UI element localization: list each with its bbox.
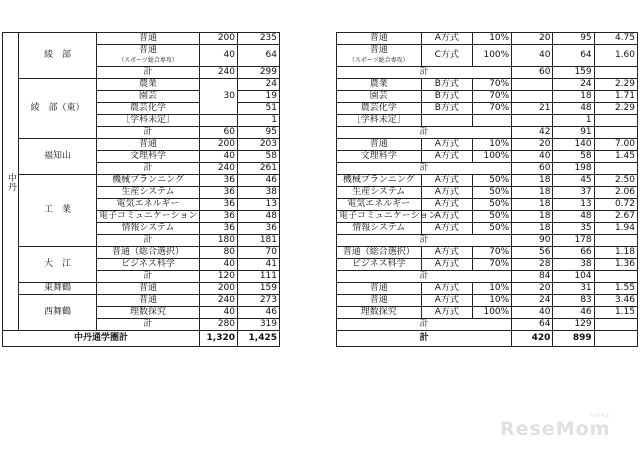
- course-name: 普通: [369, 283, 388, 293]
- applicant-cell: 35: [553, 223, 594, 235]
- ratio-cell: [594, 319, 637, 331]
- subtotal-label: 計: [337, 163, 512, 175]
- course-name: ビジネス科学: [121, 259, 175, 269]
- applicant-cell: 48: [553, 211, 594, 223]
- applicant-cell: 203: [238, 139, 280, 151]
- subtotal-row: [337, 163, 638, 175]
- course-name: 普通: [138, 33, 157, 43]
- table-row: [337, 91, 638, 103]
- applicant-cell: 48: [553, 103, 594, 115]
- applicant-cell: 24: [553, 79, 594, 91]
- capacity-cell: 36: [200, 223, 238, 235]
- percent-cell: 10%: [473, 139, 512, 151]
- table-row: [3, 283, 280, 295]
- applicant-cell: 64: [553, 45, 594, 67]
- capacity-cell: 30: [200, 79, 238, 115]
- method-cell: B方式: [421, 91, 473, 103]
- table-row: [337, 33, 638, 45]
- course-name: 普通: [369, 139, 388, 149]
- applicant-cell: 140: [553, 139, 594, 151]
- subtotal-label: 計: [337, 319, 512, 331]
- percent-cell: [473, 115, 512, 127]
- percent-cell: 70%: [473, 91, 512, 103]
- subtotal-label: 計: [97, 235, 200, 247]
- capacity-cell: 36: [200, 199, 238, 211]
- ratio-cell: 0.72: [594, 199, 637, 211]
- grand-total-applicants: 1,425: [238, 331, 280, 347]
- quota-cell: 42: [512, 127, 553, 139]
- school-name: 大 江: [19, 247, 97, 283]
- table-row: [337, 283, 638, 295]
- school-name: 福知山: [19, 139, 97, 175]
- enrollment-table-left: [2, 32, 280, 347]
- method-cell: A方式: [421, 223, 473, 235]
- course-name: 機械プランニング: [342, 175, 415, 185]
- course-cell: [97, 259, 200, 271]
- method-cell: C方式: [421, 45, 473, 67]
- applicant-cell: 1: [238, 115, 280, 127]
- applicant-cell: 24: [238, 79, 280, 91]
- table-row: [337, 79, 638, 91]
- subtotal-row: [337, 67, 638, 79]
- capacity-cell: 200: [200, 139, 238, 151]
- quota-cell: 28: [512, 259, 553, 271]
- table-row: [3, 33, 280, 45]
- applicant-cell: 46: [553, 307, 594, 319]
- ratio-cell: 1.94: [594, 223, 637, 235]
- method-cell: A方式: [421, 151, 473, 163]
- method-cell: A方式: [421, 33, 473, 45]
- course-cell: [337, 211, 438, 223]
- method-cell: A方式: [421, 247, 473, 259]
- course-name: 普通: [138, 45, 157, 55]
- course-cell: [97, 175, 200, 187]
- ratio-cell: [594, 331, 637, 347]
- table-row: [337, 139, 638, 151]
- quota-cell: [512, 79, 553, 91]
- subtotal-label: 計: [97, 271, 200, 283]
- course-cell: [337, 223, 422, 235]
- quota-cell: 18: [512, 175, 553, 187]
- school-name: 東舞鶴: [19, 283, 97, 295]
- course-name: 情報システム: [352, 223, 406, 233]
- applicant-cell: 13: [238, 199, 280, 211]
- subtotal-row: [337, 319, 638, 331]
- quota-cell: 40: [512, 151, 553, 163]
- course-name: 機械プランニング: [112, 175, 184, 185]
- capacity-cell: [200, 115, 238, 127]
- course-cell: [97, 103, 200, 115]
- ratio-cell: 1.15: [594, 307, 637, 319]
- course-cell: [97, 307, 200, 319]
- applicant-cell: 46: [238, 307, 280, 319]
- course-cell: [97, 295, 200, 307]
- applicant-cell: 83: [553, 295, 594, 307]
- course-cell: [337, 45, 422, 67]
- ratio-cell: 2.29: [594, 103, 637, 115]
- applicant-cell: 159: [553, 67, 594, 79]
- ratio-cell: 1.71: [594, 91, 637, 103]
- quota-cell: 18: [512, 211, 553, 223]
- course-name: 生産システム: [121, 187, 175, 197]
- table-row: [337, 247, 638, 259]
- course-name: 普通（総合選択）: [342, 247, 415, 257]
- ratio-cell: 2.06: [594, 187, 637, 199]
- method-cell: A方式: [421, 175, 473, 187]
- course-cell: [97, 151, 200, 163]
- percent-cell: 70%: [473, 247, 512, 259]
- grand-total-label: 計: [337, 331, 512, 347]
- subtotal-row: [337, 235, 638, 247]
- percent-cell: 70%: [473, 79, 512, 91]
- course-name: 文理科学: [360, 151, 397, 161]
- course-name: 情報システム: [121, 223, 175, 233]
- percent-cell: 100%: [473, 151, 512, 163]
- school-name: 綾 部: [19, 33, 97, 79]
- applicant-cell: 91: [553, 127, 594, 139]
- subtotal-label: 計: [97, 163, 200, 175]
- course-name: 電気エネルギー: [116, 199, 180, 209]
- quota-cell: 24: [512, 295, 553, 307]
- percent-cell: 100%: [473, 307, 512, 319]
- method-cell: [421, 115, 473, 127]
- course-cell: [337, 91, 422, 103]
- course-cell: [97, 139, 200, 151]
- subtotal-label: 計: [97, 127, 200, 139]
- course-name: 普通（総合選択）: [111, 247, 184, 257]
- course-cell: [97, 91, 200, 103]
- grand-total-quota: 420: [512, 331, 553, 347]
- course-name: 生産システム: [352, 187, 406, 197]
- method-cell: A方式: [421, 199, 473, 211]
- watermark-subtext: リセマム: [590, 413, 610, 419]
- grand-total-row: [3, 331, 280, 347]
- course-cell: [337, 187, 422, 199]
- quota-cell: 64: [512, 319, 553, 331]
- subtotal-applicants: 261: [238, 163, 280, 175]
- course-cell: [337, 259, 422, 271]
- course-cell: [337, 307, 422, 319]
- course-name: 普通: [369, 295, 388, 305]
- subtotal-applicants: 111: [238, 271, 280, 283]
- course-name: ［学科未定］: [351, 115, 406, 125]
- applicant-cell: 235: [238, 33, 280, 45]
- subtotal-capacity: 280: [200, 319, 238, 331]
- ratio-cell: [594, 163, 637, 175]
- capacity-cell: 40: [200, 259, 238, 271]
- subtotal-applicants: 319: [238, 319, 280, 331]
- course-name: 普通: [138, 295, 157, 305]
- course-cell: [337, 175, 422, 187]
- applicant-cell: 64: [238, 45, 280, 67]
- ratio-cell: 1.60: [594, 45, 637, 67]
- quota-cell: 40: [512, 45, 553, 67]
- ratio-cell: 2.50: [594, 175, 637, 187]
- course-cell: [97, 199, 200, 211]
- ratio-cell: 1.45: [594, 151, 637, 163]
- applicant-cell: 104: [553, 271, 594, 283]
- ratio-cell: 4.75: [594, 33, 637, 45]
- quota-cell: 40: [512, 307, 553, 319]
- quota-cell: 18: [512, 223, 553, 235]
- grand-total-capacity: 1,320: [200, 331, 238, 347]
- course-cell: [337, 33, 422, 45]
- table-row: [337, 45, 638, 67]
- method-cell: A方式: [421, 187, 473, 199]
- subtotal-row: [337, 271, 638, 283]
- table-row: [337, 115, 638, 127]
- subtotal-row: [337, 127, 638, 139]
- course-cell: [97, 223, 200, 235]
- capacity-cell: 40: [200, 151, 238, 163]
- quota-cell: [512, 91, 553, 103]
- capacity-cell: 40: [200, 45, 238, 67]
- percent-cell: 50%: [473, 175, 512, 187]
- method-cell: A方式: [421, 295, 473, 307]
- course-cell: [337, 103, 422, 115]
- percent-cell: 50%: [473, 199, 512, 211]
- capacity-cell: 200: [200, 283, 238, 295]
- course-name: 普通: [138, 139, 157, 149]
- course-cell: [337, 199, 422, 211]
- course-cell: [337, 295, 422, 307]
- course-cell: [337, 151, 422, 163]
- course-cell: [97, 79, 200, 91]
- capacity-cell: 240: [200, 295, 238, 307]
- table-row: [337, 295, 638, 307]
- subtotal-label: 計: [97, 67, 200, 79]
- course-name: ビジネス科学: [351, 259, 406, 269]
- percent-cell: 10%: [473, 295, 512, 307]
- course-cell: [337, 115, 422, 127]
- applicant-cell: 273: [238, 295, 280, 307]
- school-name: 西舞鶴: [19, 295, 97, 331]
- course-cell: [97, 33, 200, 45]
- ratio-cell: [594, 115, 637, 127]
- ratio-cell: 2.29: [594, 79, 637, 91]
- method-cell: B方式: [421, 103, 473, 115]
- capacity-cell: 40: [200, 307, 238, 319]
- course-name: 電子コミュニケーション: [99, 211, 198, 221]
- course-cell: [97, 115, 200, 127]
- applicant-cell: 45: [553, 175, 594, 187]
- applicant-cell: 58: [553, 151, 594, 163]
- capacity-cell: 36: [200, 175, 238, 187]
- applicant-cell: 37: [553, 187, 594, 199]
- ratio-cell: [594, 271, 637, 283]
- course-name: 電子コミュニケーション: [339, 211, 438, 221]
- method-cell: A方式: [421, 139, 473, 151]
- applicant-cell: 178: [553, 235, 594, 247]
- ratio-cell: 1.55: [594, 283, 637, 295]
- percent-cell: 50%: [473, 187, 512, 199]
- subtotal-applicants: 181: [238, 235, 280, 247]
- subtotal-capacity: 120: [200, 271, 238, 283]
- applicant-cell: 38: [553, 259, 594, 271]
- table-row: [337, 103, 638, 115]
- table-row: [337, 175, 638, 187]
- capacity-cell: 80: [200, 247, 238, 259]
- course-name: 園芸: [138, 91, 157, 101]
- percent-cell: 50%: [473, 223, 512, 235]
- ratio-cell: 2.67: [594, 211, 637, 223]
- applicant-cell: 129: [553, 319, 594, 331]
- course-name: 農業: [369, 79, 388, 89]
- course-cell: [97, 211, 200, 223]
- course-name: 普通: [369, 33, 388, 43]
- ratio-cell: [594, 67, 637, 79]
- ratio-cell: 1.36: [594, 259, 637, 271]
- applicant-cell: 66: [553, 247, 594, 259]
- course-cell: [97, 45, 200, 67]
- quota-cell: 60: [512, 67, 553, 79]
- grand-total-row: [337, 331, 638, 347]
- applicant-cell: 1: [553, 115, 594, 127]
- subtotal-capacity: 60: [200, 127, 238, 139]
- grand-total-applicants: 899: [553, 331, 594, 347]
- percent-cell: 10%: [473, 33, 512, 45]
- course-name: 理数探究: [129, 307, 166, 317]
- ratio-cell: [594, 127, 637, 139]
- course-cell: [337, 283, 422, 295]
- course-name: 農芸化学: [360, 103, 397, 113]
- subtotal-label: 計: [337, 271, 512, 283]
- method-cell: A方式: [421, 259, 473, 271]
- course-cell: [337, 247, 422, 259]
- ratio-cell: 1.18: [594, 247, 637, 259]
- method-cell: A方式: [421, 283, 473, 295]
- applicant-cell: 95: [553, 33, 594, 45]
- table-row: [3, 247, 280, 259]
- table-row: [337, 151, 638, 163]
- capacity-cell: 36: [200, 187, 238, 199]
- course-name: 園芸: [369, 91, 388, 101]
- quota-cell: 18: [512, 199, 553, 211]
- course-name: 理数探究: [360, 307, 397, 317]
- applicant-cell: 46: [238, 175, 280, 187]
- table-row: [337, 199, 638, 211]
- course-name: ［学科未定］: [120, 115, 175, 125]
- subtotal-applicants: 95: [238, 127, 280, 139]
- quota-cell: 90: [512, 235, 553, 247]
- method-cell: B方式: [421, 79, 473, 91]
- table-row: [3, 139, 280, 151]
- quota-cell: 56: [512, 247, 553, 259]
- applicant-cell: 18: [553, 91, 594, 103]
- capacity-cell: 36: [200, 211, 238, 223]
- region-cell: 中丹: [3, 33, 19, 331]
- applicant-cell: 51: [238, 103, 280, 115]
- quota-cell: [512, 115, 553, 127]
- course-cell: [97, 247, 200, 259]
- ratio-cell: 7.00: [594, 139, 637, 151]
- quota-cell: 20: [512, 139, 553, 151]
- course-name: 農芸化学: [129, 103, 166, 113]
- applicant-cell: 13: [553, 199, 594, 211]
- course-cell: [337, 79, 422, 91]
- method-cell: A方式: [421, 307, 473, 319]
- table-row: [337, 223, 638, 235]
- method-cell: A方式: [421, 211, 473, 223]
- subtotal-label: 計: [337, 235, 512, 247]
- table-row: [337, 307, 638, 319]
- percent-cell: 50%: [473, 211, 512, 223]
- ratio-cell: 3.46: [594, 295, 637, 307]
- applicant-cell: 48: [238, 211, 280, 223]
- subtotal-label: 計: [337, 67, 512, 79]
- course-cell: [337, 139, 422, 151]
- quota-cell: 84: [512, 271, 553, 283]
- percent-cell: 100%: [473, 45, 512, 67]
- course-name: 普通: [138, 283, 157, 293]
- grand-total-label: 中丹通学圏計: [3, 331, 200, 347]
- subtotal-capacity: 240: [200, 67, 238, 79]
- course-cell: [97, 187, 200, 199]
- subtotal-capacity: 180: [200, 235, 238, 247]
- course-cell: [97, 283, 200, 295]
- course-name: 農業: [138, 79, 157, 89]
- capacity-cell: 200: [200, 33, 238, 45]
- applicant-cell: 70: [238, 247, 280, 259]
- subtotal-applicants: 299: [238, 67, 280, 79]
- quota-cell: 20: [512, 33, 553, 45]
- subtotal-capacity: 240: [200, 163, 238, 175]
- applicant-cell: 19: [238, 91, 280, 103]
- course-name: 普通: [369, 45, 388, 55]
- table-row: [337, 187, 638, 199]
- quota-cell: 18: [512, 187, 553, 199]
- quota-cell: 20: [512, 283, 553, 295]
- course-name: 電気エネルギー: [347, 199, 411, 209]
- percent-cell: 70%: [473, 103, 512, 115]
- course-subname: （スポーツ総合専攻）: [118, 57, 178, 64]
- table-row: [3, 295, 280, 307]
- applicant-cell: 58: [238, 151, 280, 163]
- table-row: [3, 175, 280, 187]
- table-row: [3, 79, 280, 91]
- course-subname: （スポーツ総合専攻）: [348, 57, 409, 64]
- quota-cell: 21: [512, 103, 553, 115]
- school-name: 綾 部（東）: [19, 79, 97, 139]
- applicant-cell: 41: [238, 259, 280, 271]
- ratio-cell: [594, 235, 637, 247]
- applicant-cell: 159: [238, 283, 280, 295]
- applicant-cell: 38: [238, 187, 280, 199]
- applicant-cell: 198: [553, 163, 594, 175]
- applicant-cell: 31: [553, 283, 594, 295]
- quota-cell: 60: [512, 163, 553, 175]
- school-name: 工 業: [19, 175, 97, 247]
- table-row: [337, 211, 638, 223]
- percent-cell: 10%: [473, 283, 512, 295]
- percent-cell: 70%: [473, 259, 512, 271]
- enrollment-table-right: [336, 32, 638, 347]
- table-row: [337, 259, 638, 271]
- subtotal-label: 計: [97, 319, 200, 331]
- applicant-cell: 36: [238, 223, 280, 235]
- subtotal-label: 計: [337, 127, 512, 139]
- course-name: 文理科学: [129, 151, 166, 161]
- watermark-logo: ReseMom: [500, 418, 611, 440]
